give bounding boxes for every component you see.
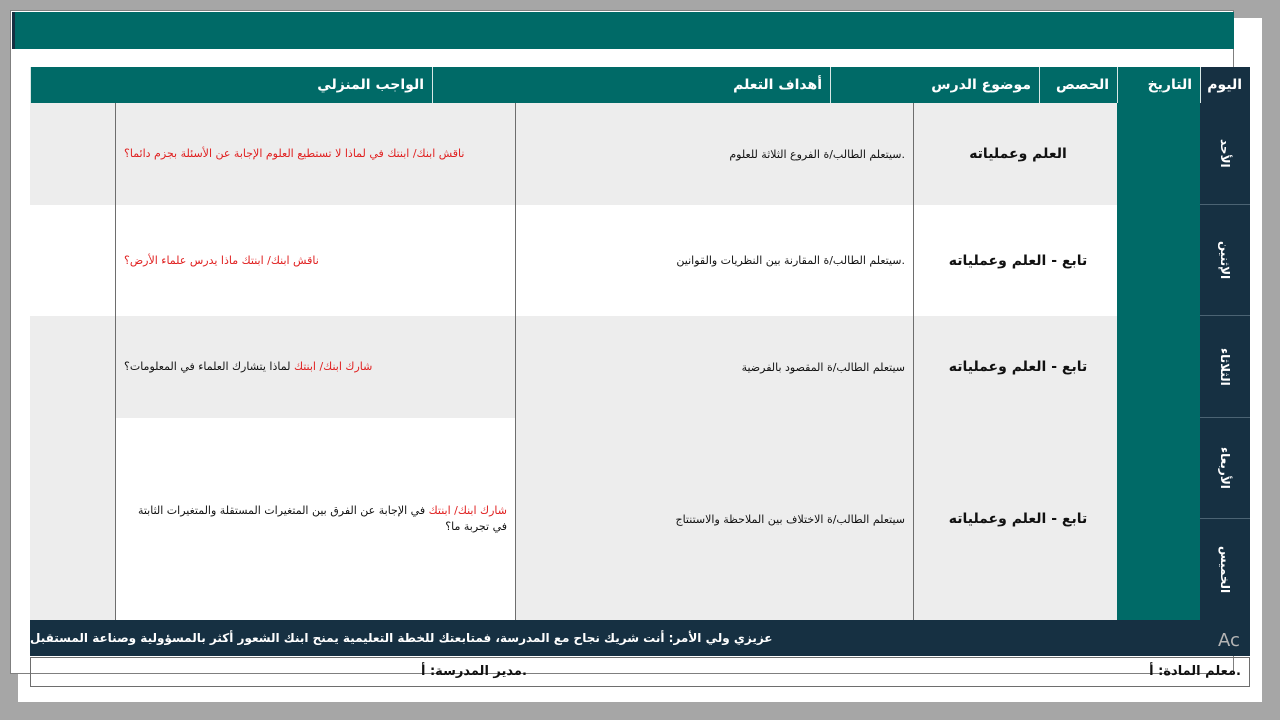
teacher-label: معلم المادة: أ. bbox=[1149, 664, 1241, 679]
parent-notice: عزيزي ولي الأمر: أنت شريك نجاح مع المدرسة، فمتابعتك للخطة التعليمية يمنح ابنك الشعور أكثر بالمسؤولية وصناعة المستقبل bbox=[30, 620, 1250, 656]
header-goals: أهداف التعلم bbox=[432, 67, 830, 103]
header-subject: موضوع الدرس bbox=[830, 67, 1039, 103]
principal-label: مدير المدرسة: أ. bbox=[421, 664, 527, 679]
homework-cell bbox=[115, 316, 515, 418]
homework-cell bbox=[115, 103, 515, 205]
date-column bbox=[1117, 103, 1200, 620]
header-homework: الواجب المنزلي bbox=[30, 67, 432, 103]
homework-red-text: ناقش ابنك/ ابنتك ماذا يدرس علماء الأرض؟ bbox=[124, 253, 319, 267]
day-column bbox=[1200, 103, 1250, 620]
table-row bbox=[30, 103, 1200, 206]
table-row bbox=[30, 205, 1200, 317]
homework-cell bbox=[115, 205, 515, 316]
table-row bbox=[30, 418, 1200, 620]
subject-cell: العلم وعملياته bbox=[913, 103, 1122, 205]
day-monday: الإثنين bbox=[1200, 205, 1250, 316]
day-tuesday: الثلاثاء bbox=[1200, 316, 1250, 418]
homework-red-text: شارك ابنك/ ابنتك bbox=[428, 504, 507, 517]
goal-cell: سيتعلم الطالب/ة الفروع الثلاثة للعلوم. bbox=[515, 103, 913, 205]
day-sunday: الأحد bbox=[1200, 103, 1250, 205]
header-day: اليوم bbox=[1200, 67, 1250, 103]
homework-red-text: ناقش ابنك/ ابنتك في لماذا لا تستطيع العلوم الإجابة عن الأسئلة بجزم دائما؟ bbox=[124, 147, 465, 160]
day-thursday: الخميس bbox=[1218, 545, 1232, 594]
table-header-row bbox=[30, 67, 1250, 103]
day-wednesday: الأربعاء bbox=[1200, 418, 1250, 519]
homework-red-text: شارك ابنك/ ابنتك bbox=[293, 360, 373, 373]
subject-cell: تابع - العلم وعملياته bbox=[913, 418, 1122, 620]
subject-cell: تابع - العلم وعملياته bbox=[913, 316, 1122, 418]
watermark-text: Ac bbox=[1218, 630, 1240, 651]
goal-cell: سيتعلم الطالب/ة المقارنة بين النظريات والقوانين. bbox=[515, 205, 913, 316]
goal-cell: سيتعلم الطالب/ة الاختلاف بين الملاحظة والاستنتاج bbox=[515, 418, 913, 620]
header-period: الحصص bbox=[1039, 67, 1117, 103]
header-date: التاريخ bbox=[1117, 67, 1200, 103]
homework-text: لماذا يتشارك العلماء في المعلومات؟ bbox=[124, 360, 291, 373]
homework-cell bbox=[115, 418, 515, 620]
goal-cell: سيتعلم الطالب/ة المقصود بالفرضية bbox=[515, 316, 913, 418]
weekly-plan-table bbox=[30, 103, 1250, 620]
footer-signatures bbox=[30, 657, 1250, 687]
subject-cell: تابع - العلم وعملياته bbox=[913, 205, 1122, 316]
homework-text: في الإجابة عن الفرق بين المتغيرات المستقلة والمتغيرات الثابتة في تجربة ما؟ bbox=[137, 504, 507, 533]
title-bar bbox=[12, 12, 1234, 49]
table-row bbox=[30, 316, 1200, 419]
